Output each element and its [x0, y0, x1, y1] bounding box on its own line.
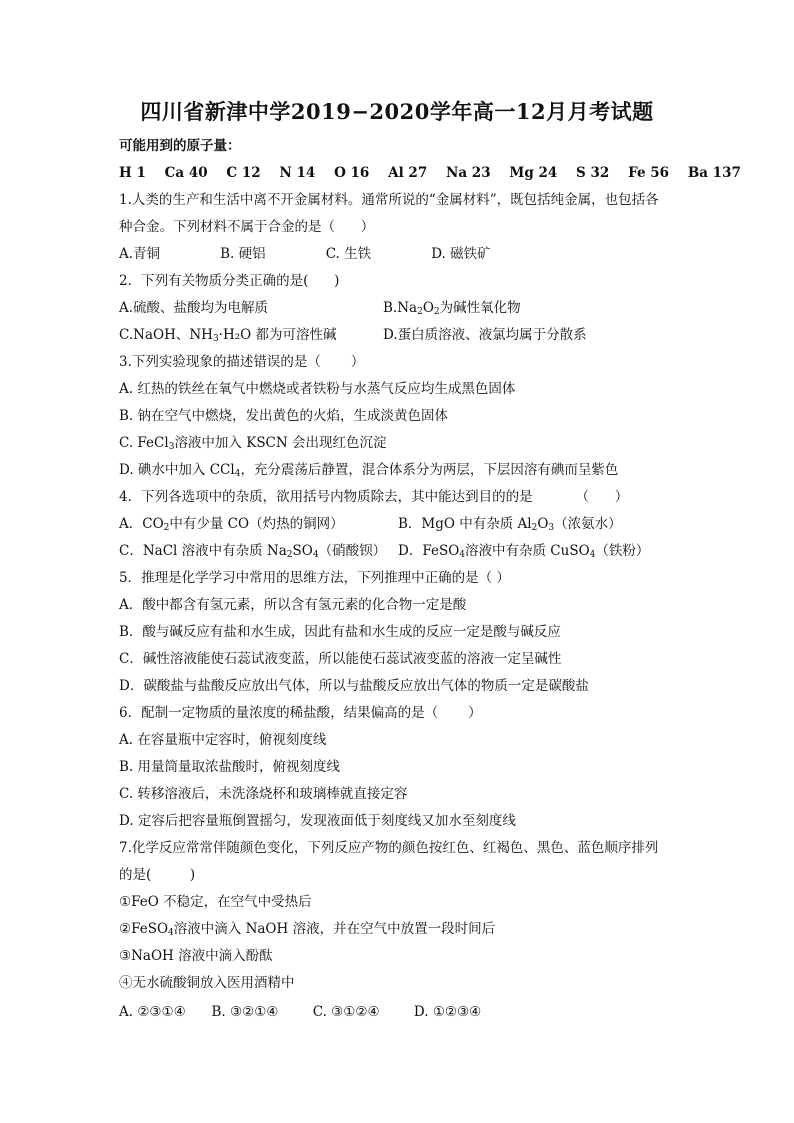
q4-option-c: C．NaCl 溶液中有杂质 $Na_2SO_4$（硝酸钡）: [119, 543, 387, 560]
q7-options: A. ②③①④ B. ③②①④ C. ③①②④ D. ①②③④: [119, 1004, 482, 1020]
q6-option-d: D. 定容后把容量瓶倒置摇匀，发现液面低于刻度线又加水至刻度线: [119, 813, 516, 829]
q7-stem-line2: 的是( ): [119, 867, 196, 883]
q2-option-a: A.硫酸、盐酸均为电解质: [119, 300, 269, 316]
q4-option-b: B．MgO 中有杂质 $Al_2O_3$（浓氨水）: [398, 516, 622, 533]
q4-option-a: A．$CO_2$中有少量 CO（灼热的铜网）: [119, 516, 344, 533]
q2-stem: 2．下列有关物质分类正确的是( ): [119, 273, 340, 289]
q2-option-b: $B.Na_2O_2$为碱性氧化物: [383, 300, 521, 317]
q7-item-2: ②FeSO$_4$溶液中滴入 NaOH 溶液，并在空气中放置一段时间后: [119, 921, 496, 938]
q2-option-d: D.蛋白质溶液、液氯均属于分散系: [383, 327, 587, 343]
q3-option-c: C. FeCl$_3$溶液中加入 KSCN 会出现红色沉淀: [119, 435, 387, 452]
q3-stem: 3.下列实验现象的描述错误的是（ ）: [119, 354, 365, 370]
q7-stem-line1: 7.化学反应常常伴随颜色变化，下列反应产物的颜色按红色、红褐色、黑色、蓝色顺序排列: [119, 840, 659, 856]
q3-option-b: B. 钠在空气中燃烧，发出黄色的火焰，生成淡黄色固体: [119, 408, 449, 424]
atomic-mass-header: 可能用到的原子量：: [119, 138, 241, 154]
q5-option-d: D．碳酸盐与盐酸反应放出气体，所以与盐酸反应放出气体的物质一定是碳酸盐: [119, 678, 589, 694]
q5-option-c: C．碱性溶液能使石蕊试液变蓝，所以能使石蕊试液变蓝的溶液一定呈碱性: [119, 651, 562, 667]
q5-stem: 5．推理是化学学习中常用的思维方法，下列推理中正确的是（ ）: [119, 570, 510, 586]
q6-option-c: C. 转移溶液后，未洗涤烧杯和玻璃棒就直接定容: [119, 786, 408, 802]
q7-item-4: ④无水硫酸铜放入医用酒精中: [119, 975, 295, 991]
q5-option-a: A．酸中都含有氢元素，所以含有氢元素的化合物一定是酸: [119, 597, 467, 613]
q6-stem: 6．配制一定物质的量浓度的稀盐酸，结果偏高的是（ ）: [119, 705, 482, 721]
q3-option-a: A. 红热的铁丝在氧气中燃烧或者铁粉与水蒸气反应均生成黑色固体: [119, 381, 516, 397]
q1-stem-line1: 1.人类的生产和生活中离不开金属材料。通常所说的“金属材料”，既包括纯金属，也包括各: [119, 192, 659, 208]
q1-stem-line2: 种合金。下列材料不属于合金的是（ ）: [119, 219, 375, 235]
q4-stem: 4．下列各选项中的杂质，欲用括号内物质除去，其中能达到目的的是 （ ）: [119, 489, 629, 505]
q7-item-1: ①FeO 不稳定，在空气中受热后: [119, 894, 312, 910]
q4-option-d: D．FeSO$_4$溶液中有杂质 CuSO$_4$（铁粉）: [398, 543, 650, 560]
q2-option-c: C.NaOH、$NH_3\cdot H_2O$ 都为可溶性碱: [119, 327, 337, 344]
q6-option-b: B. 用量筒量取浓盐酸时，俯视刻度线: [119, 759, 341, 775]
q1-options: A.青铜 B. 硬铝 C. 生铁 D. 磁铁矿: [119, 246, 491, 262]
page-title: 四川省新津中学2019−2020学年高一12月月考试题: [140, 99, 654, 124]
q5-option-b: B．酸与碱反应有盐和水生成，因此有盐和水生成的反应一定是酸与碱反应: [119, 624, 561, 640]
q6-option-a: A. 在容量瓶中定容时，俯视刻度线: [119, 732, 327, 748]
q7-item-3: ③NaOH 溶液中滴入酚酞: [119, 948, 273, 964]
q3-option-d: D. 碘水中加入 CCl$_4$，充分震荡后静置，混合体系分为两层，下层因溶有碘而呈紫色: [119, 462, 619, 479]
atomic-mass-list: H 1 Ca 40 C 12 N 14 O 16 Al 27 Na 23 Mg 24 S 32 Fe 56 Ba 137: [119, 165, 741, 181]
